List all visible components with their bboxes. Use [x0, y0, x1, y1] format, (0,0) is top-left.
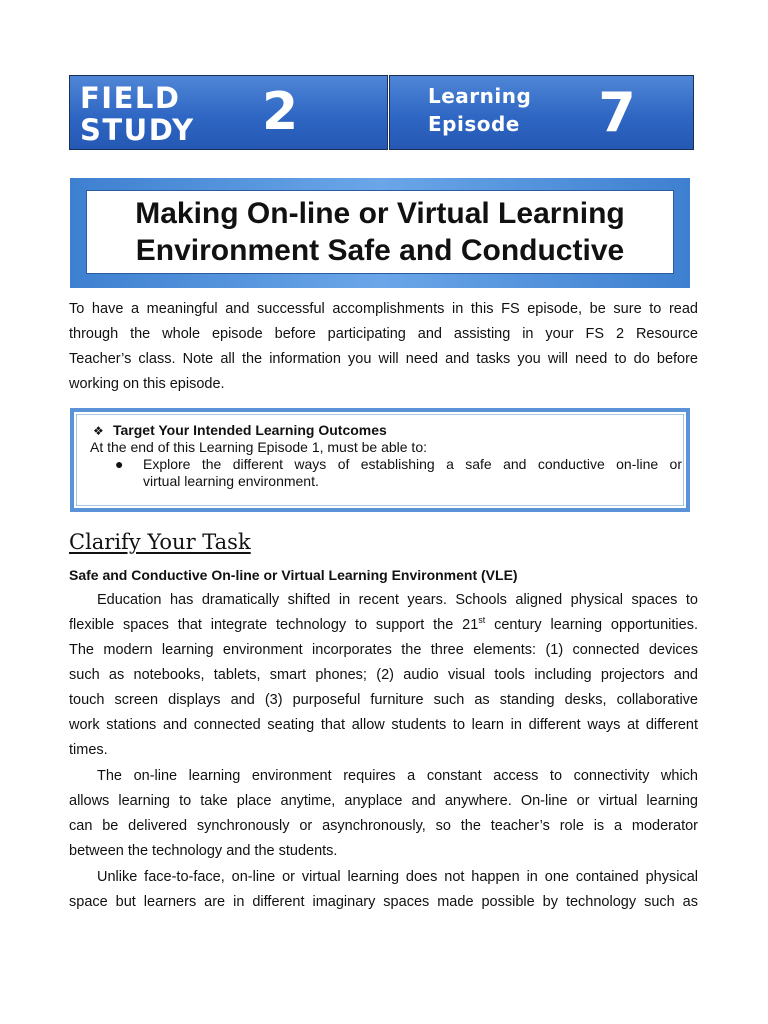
body-line: between the technology and the students.: [69, 843, 338, 859]
body-paragraph-2: [69, 764, 698, 864]
learning-outcomes-inner: [76, 414, 684, 506]
section-heading: Clarify Your Task: [69, 530, 251, 554]
body-line-part: flexible spaces that integrate technology to support the 21: [69, 617, 479, 633]
intro-line: working on this episode.: [69, 376, 225, 392]
learning-episode-label: [428, 82, 531, 138]
episode-number: 7: [598, 81, 636, 144]
outcomes-title-text: Target Your Intended Learning Outcomes: [113, 422, 387, 438]
body-line: allows learning to take place anytime, anyplace and anywhere. On-line or virtual learning: [69, 793, 698, 809]
learning-episode-banner: [389, 75, 694, 150]
diamond-bullet-icon: ❖: [93, 424, 104, 438]
outcome-item-line1: Explore the different ways of establishing a safe and conductive on-line or: [143, 456, 682, 472]
body-line: such as notebooks, tablets, smart phones; (2) audio visual tools including projectors and: [69, 667, 698, 683]
title-line1: Making On-line or Virtual Learning: [135, 197, 625, 230]
body-paragraph-3: [69, 865, 698, 915]
body-line: touch screen displays and (3) purposeful furniture such as standing desks, collaborative: [69, 692, 698, 708]
outcome-item: [143, 456, 682, 490]
title-line2: Environment Safe and Conductive: [135, 234, 625, 267]
learning-outcomes-box: [70, 408, 690, 512]
outcomes-intro: At the end of this Learning Episode 1, must be able to:: [90, 439, 427, 455]
body-line: The on-line learning environment requires a constant access to connectivity which: [97, 768, 698, 784]
intro-line: through the whole episode before participating and assisting in your FS 2 Resource: [69, 326, 698, 342]
field-study-banner: [69, 75, 388, 150]
field-study-line1: FIELD: [80, 81, 181, 115]
body-line: work stations and connected seating that allow students to learn in different ways at different: [69, 717, 698, 733]
body-line: space but learners are in different imaginary spaces made possible by technology such as: [69, 894, 698, 910]
body-line: The modern learning environment incorporates the three elements: (1) connected devices: [69, 642, 698, 658]
body-line: Unlike face-to-face, on-line or virtual learning does not happen in one contained physical: [97, 869, 698, 885]
body-paragraph-1: [69, 588, 698, 763]
intro-line: To have a meaningful and successful accomplishments in this FS episode, be sure to read: [69, 301, 698, 317]
body-line-part: century learning opportunities.: [485, 617, 698, 633]
title-frame: [70, 178, 690, 288]
outcome-item-line2: virtual learning environment.: [143, 473, 319, 489]
page-title: [86, 190, 674, 274]
episode-line1: Learning: [428, 84, 532, 108]
body-line: Education has dramatically shifted in recent years. Schools aligned physical spaces to: [97, 592, 698, 608]
section-subheading: Safe and Conductive On-line or Virtual Learning Environment (VLE): [69, 567, 518, 583]
episode-line2: Episode: [428, 112, 520, 136]
field-study-line2: STUDY: [80, 113, 195, 147]
field-study-number: 2: [262, 82, 299, 142]
body-line: [69, 613, 698, 638]
intro-paragraph: [69, 297, 698, 397]
body-line: can be delivered synchronously or asynchronously, so the teacher’s role is a moderator: [69, 818, 698, 834]
body-line: times.: [69, 742, 108, 758]
filled-circle-bullet-icon: ●: [115, 456, 124, 472]
superscript-st: st: [478, 615, 486, 626]
field-study-label: [80, 82, 195, 146]
intro-line: Teacher’s class. Note all the information you will need and tasks you will need to do before: [69, 351, 698, 367]
